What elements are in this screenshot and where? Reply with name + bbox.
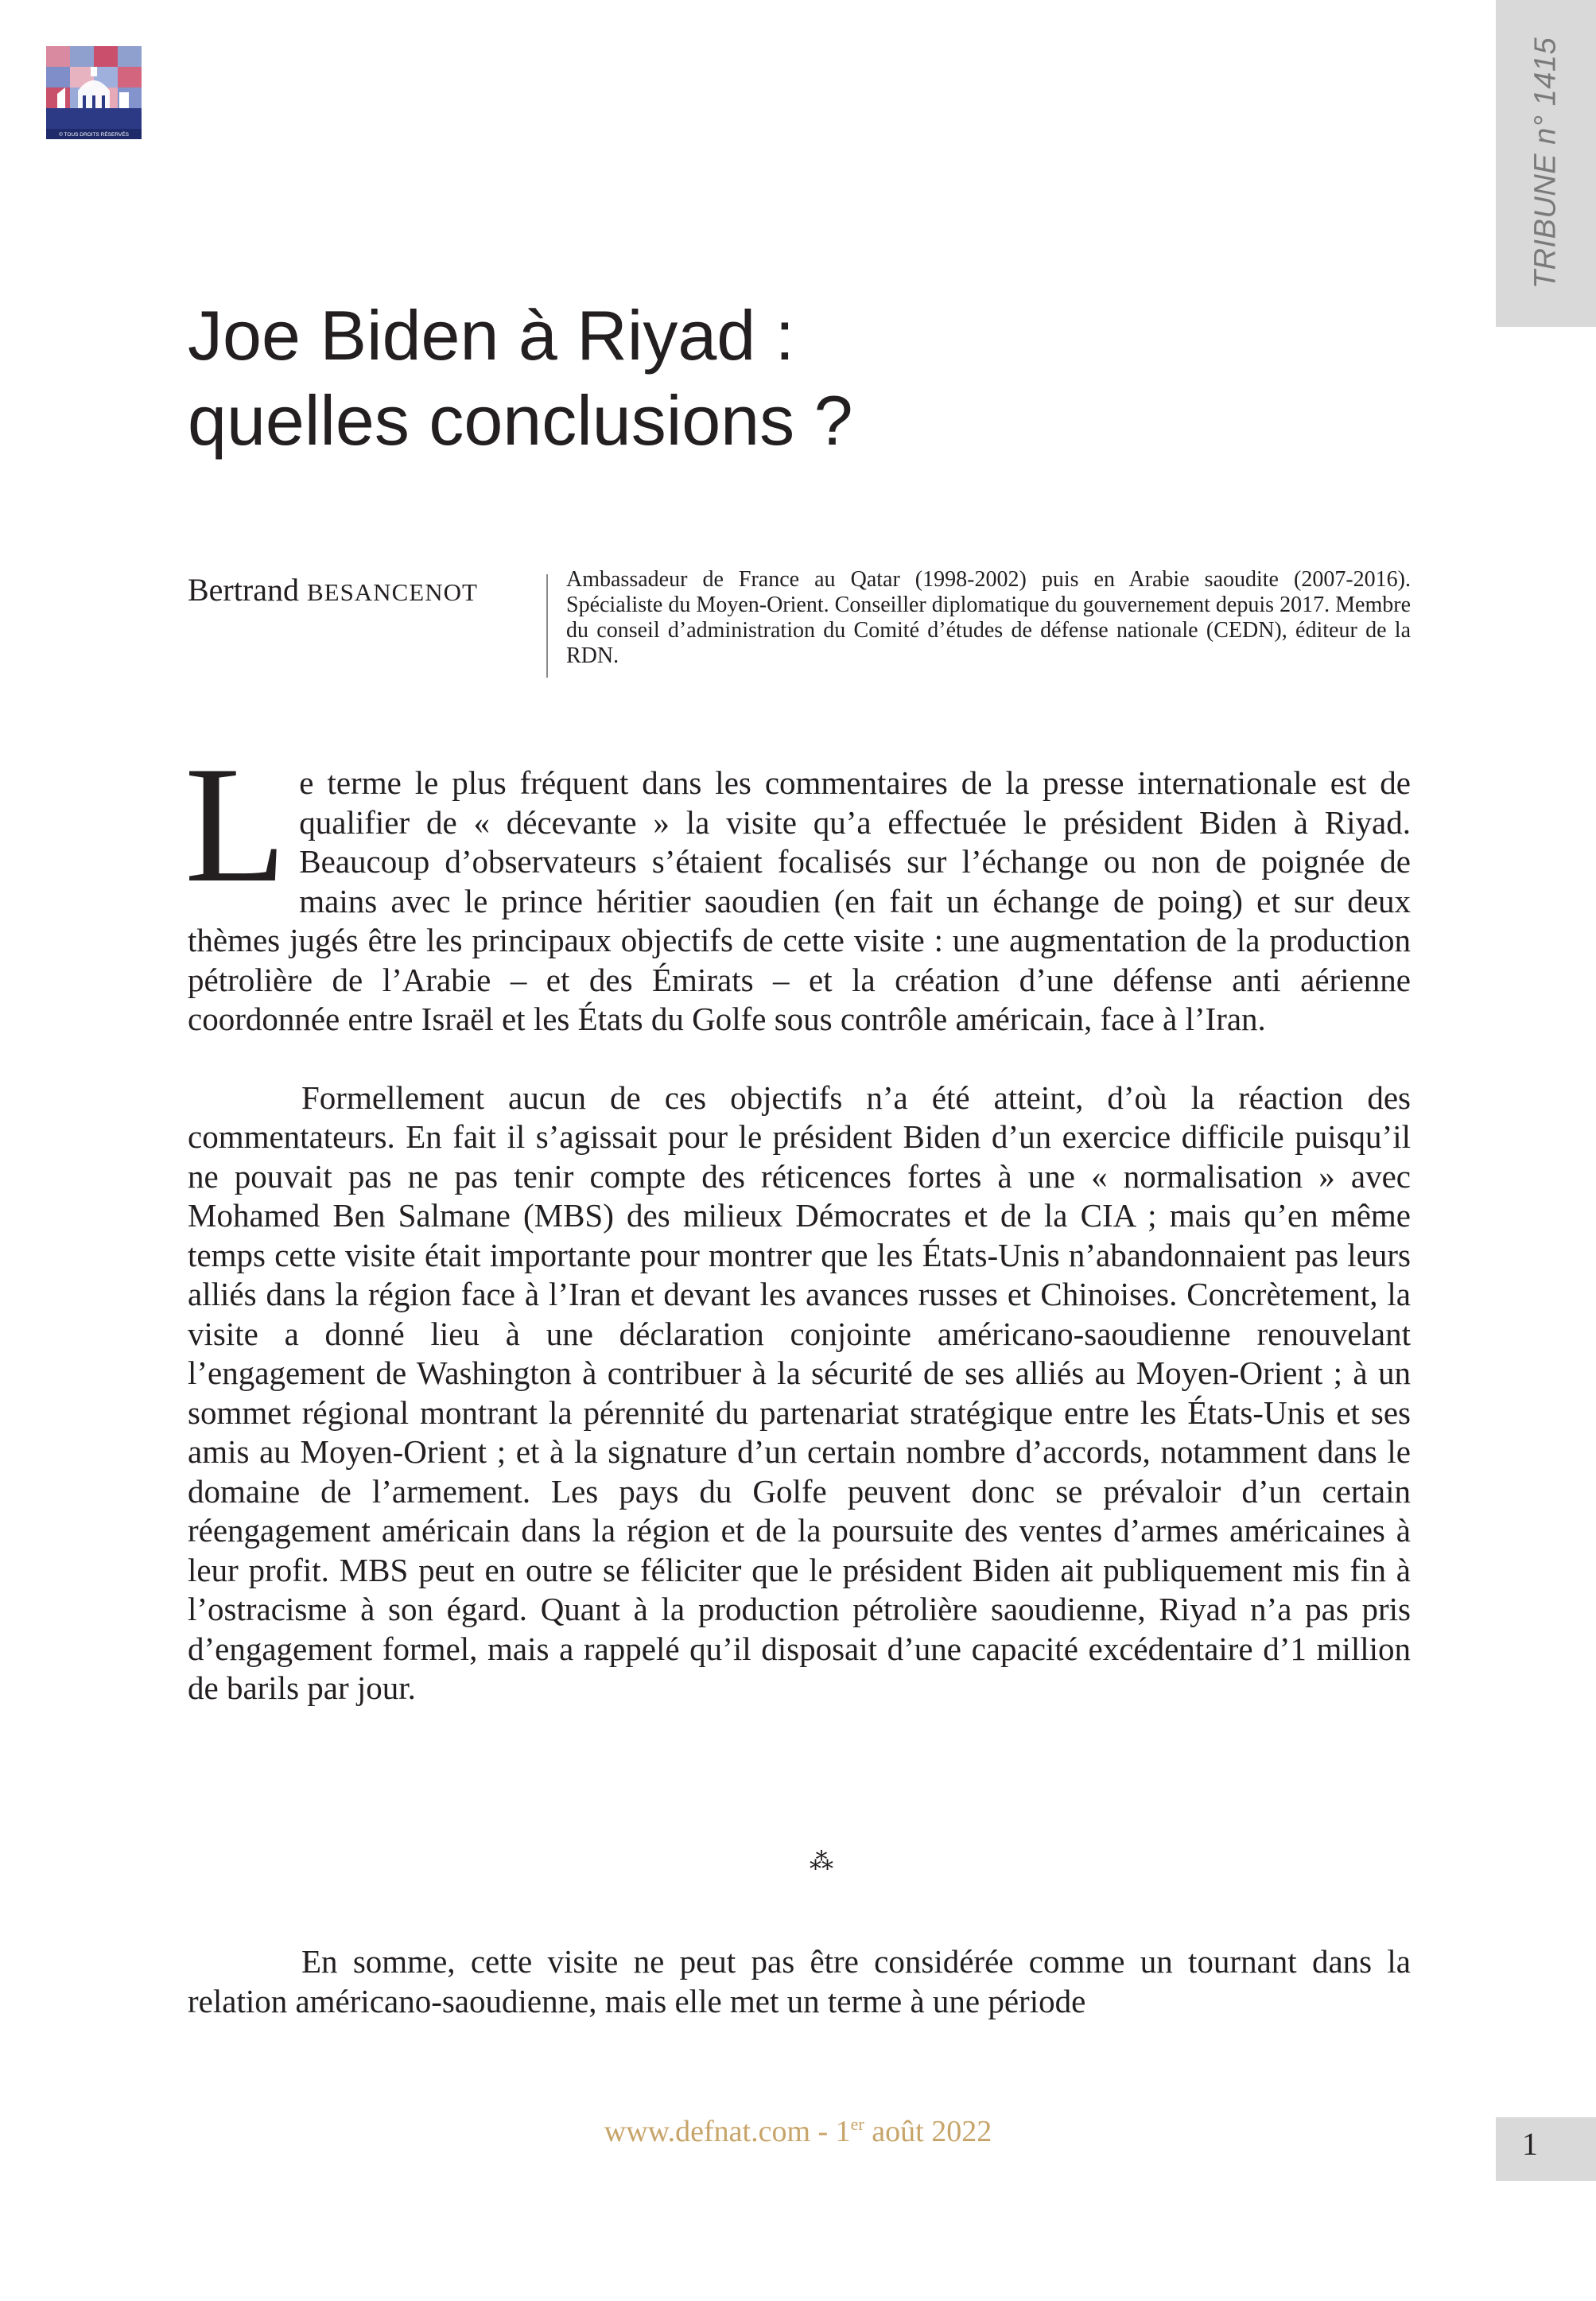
author-first-name: Bertrand (188, 572, 299, 608)
tribune-label: TRIBUNE n° 1415 (1528, 37, 1563, 290)
paragraph-3: En somme, cette visite ne peut pas être considérée comme un tournant dans la relation américano-saoudienne, mais elle met un terme à une période (188, 1943, 1411, 2019)
author-last-name (307, 578, 478, 606)
title-line-1: Joe Biden à Riyad : (188, 296, 795, 375)
page-number: 1 (1522, 2126, 1538, 2162)
logo-caption: © TOUS DROITS RÉSERVÉS (59, 132, 129, 138)
page-title (188, 293, 853, 463)
title-line-2: quelles conclusions ? (188, 381, 853, 460)
footer-day-suffix: er (850, 2114, 864, 2134)
footer-day: 1 (835, 2115, 851, 2148)
footer-month-year: août 2022 (864, 2115, 992, 2148)
page-footer (0, 2114, 1596, 2149)
logo-graphic (46, 46, 142, 139)
paragraph-1 (184, 733, 1411, 1040)
author-last-name-text: BESANCENOT (306, 578, 478, 606)
bio-divider (546, 574, 548, 678)
paragraph-1-text: e terme le plus fréquent dans les commentaires de la presse internationale est de qualifier de « décevante » la visite qu’a effectuée le président Biden à Riyad. Beaucoup d’observateurs s’étaient focalisés sur l’échange ou non de poignée de mains avec le prince héritier saoudien (en fait un échange de poing) et sur deux thèmes jugés être les principaux objectifs de cette visite : une augmentation de la production pétrolière de l’Arabie – et des Émirats – et la création d’une défense anti aérienne coordonnée entre Israël et les États du Golfe sous contrôle américain, face à l’Iran. (188, 764, 1411, 1037)
article-body (184, 733, 1411, 1708)
drop-cap: L (184, 733, 287, 917)
paragraph-2: Formellement aucun de ces objectifs n’a été atteint, d’où la réaction des commentateurs. En fait il s’agissait pour le président Biden d’un exercice difficile puisqu’il ne pouvait pas ne pas tenir compte des réticences fortes à une « normalisation » avec Mohamed Ben Salmane (MBS) des milieux Démocrates et de la CIA ; mais qu’en même temps cette visite était importante pour montrer que les États-Unis n’abandonnaient pas leurs alliés dans la région face à l’Iran et devant les avances russes et Chinoises. Concrètement, la visite a donné lieu à une déclaration conjointe américano-saoudienne renouvelant l’engagement de Washington à contribuer à la sécurité de ses alliés au Moyen-Orient ; à un sommet régional montrant la pérennité du partenariat stratégique entre les États-Unis et ses amis au Moyen-Orient ; et à la signature d’un certain nombre d’accords, notamment dans le domaine de l’armement. Les pays du Golfe peuvent donc se prévaloir d’un certain réengagement américain dans la région et de la poursuite des ventes d’armes américaines à leur profit. MBS peut en outre se féliciter que le président Biden ait publiquement mis fin à l’ostracisme à son égard. Quant à la production pétrolière saoudienne, Riyad n’a pas pris d’engagement formel, mais a rappelé qu’il disposait d’une capacité excédentaire d’1 million de barils par jour. (188, 1079, 1411, 1706)
author-name (188, 571, 478, 608)
footer-site-link[interactable]: www.defnat.com (604, 2115, 811, 2148)
section-separator: ⁂ (810, 1848, 833, 1875)
rdn-logo (46, 46, 142, 139)
author-bio: Ambassadeur de France au Qatar (1998-2002) puis en Arabie saoudite (2007-2016). Spécialiste du Moyen-Orient. Conseiller diplomatique du gouvernement depuis 2017. Membre du conseil d’administration du Comité d’études de défense nationale (CEDN), éditeur de la RDN. (566, 567, 1411, 668)
footer-dash: - (810, 2115, 836, 2148)
